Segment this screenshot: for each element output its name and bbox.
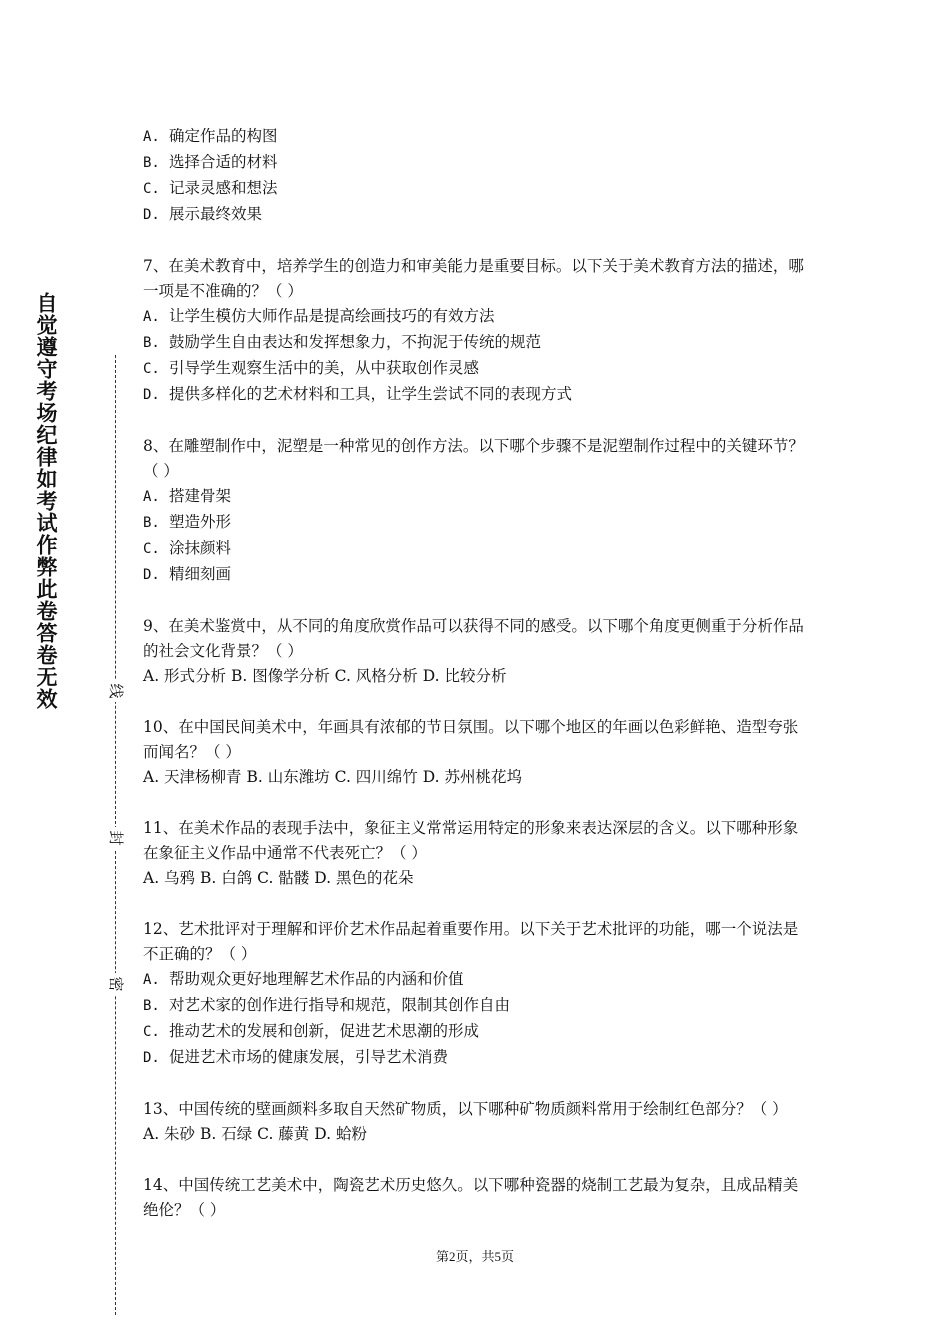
option-item: D. 提供多样化的艺术材料和工具，让学生尝试不同的表现方式	[143, 385, 573, 403]
option-item: C. 引导学生观察生活中的美，从中获取创作灵感	[143, 359, 480, 377]
question-stem: 11、在美术作品的表现手法中，象征主义常常运用特定的形象来表达深层的含义。以下哪种形象在象征主义作品中通常不代表死亡？（ ）	[143, 819, 799, 862]
option-item: C. 记录灵感和想法	[143, 179, 278, 197]
option-item: A. 确定作品的构图	[143, 127, 278, 145]
question-13	[143, 1097, 813, 1147]
question-14	[143, 1173, 813, 1223]
question-stem: 8、在雕塑制作中，泥塑是一种常见的创作方法。以下哪个步骤不是泥塑制作过程中的关键环节？（ ）	[143, 437, 804, 480]
option-item: D. 精细刻画	[143, 565, 232, 583]
question-6-options	[143, 124, 813, 228]
question-stem: 9、在美术鉴赏中，从不同的角度欣赏作品可以获得不同的感受。以下哪个角度更侧重于分析作品的社会文化背景？（ ）	[143, 617, 804, 660]
question-stem: 14、中国传统工艺美术中，陶瓷艺术历史悠久。以下哪种瓷器的烧制工艺最为复杂，且成品精美绝伦？（ ）	[143, 1176, 799, 1219]
option-item: D. 促进艺术市场的健康发展，引导艺术消费	[143, 1048, 449, 1066]
page-footer: 第2页，共5页	[435, 1249, 514, 1264]
exam-discipline-warning: 自觉遵守考场纪律如考试作弊此卷答卷无效	[34, 292, 58, 710]
question-11	[143, 816, 813, 891]
option-item: B. 对艺术家的创作进行指导和规范，限制其创作自由	[143, 996, 511, 1014]
question-9	[143, 614, 813, 689]
option-item: C. 推动艺术的发展和创新，促进艺术思潮的形成	[143, 1022, 480, 1040]
option-line: A. 朱砂 B. 石绿 C. 藤黄 D. 蛤粉	[143, 1125, 367, 1143]
option-line: A. 形式分析 B. 图像学分析 C. 风格分析 D. 比较分析	[143, 667, 507, 685]
option-item: A. 搭建骨架	[143, 487, 232, 505]
option-item: B. 塑造外形	[143, 513, 232, 531]
option-item: B. 选择合适的材料	[143, 153, 278, 171]
option-item: A. 让学生模仿大师作品是提高绘画技巧的有效方法	[143, 307, 495, 325]
option-line: A. 乌鸦 B. 白鸽 C. 骷髅 D. 黑色的花朵	[143, 869, 414, 887]
question-7	[143, 254, 813, 408]
question-10	[143, 715, 813, 790]
option-item: D. 展示最终效果	[143, 205, 263, 223]
option-item: B. 鼓励学生自由表达和发挥想象力，不拘泥于传统的规范	[143, 333, 542, 351]
question-8	[143, 434, 813, 588]
question-12	[143, 917, 813, 1071]
option-item: A. 帮助观众更好地理解艺术作品的内涵和价值	[143, 970, 464, 988]
question-stem: 7、在美术教育中，培养学生的创造力和审美能力是重要目标。以下关于美术教育方法的描述，哪一项是不准确的？（ ）	[143, 257, 804, 300]
binding-char-seal: 封	[105, 827, 127, 849]
question-stem: 13、中国传统的壁画颜料多取自天然矿物质，以下哪种矿物质颜料常用于绘制红色部分？（ ）	[143, 1100, 788, 1118]
option-item: C. 涂抹颜料	[143, 539, 232, 557]
exam-content	[143, 124, 813, 1249]
binding-char-secret: 密	[105, 973, 127, 995]
question-stem: 10、在中国民间美术中，年画具有浓郁的节日氛围。以下哪个地区的年画以色彩鲜艳、造型夸张而闻名？（ ）	[143, 718, 799, 761]
binding-char-line: 线	[105, 680, 127, 702]
question-stem: 12、艺术批评对于理解和评价艺术作品起着重要作用。以下关于艺术批评的功能，哪一个说法是不正确的？（ ）	[143, 920, 799, 963]
option-line: A. 天津杨柳青 B. 山东潍坊 C. 四川绵竹 D. 苏州桃花坞	[143, 768, 522, 786]
